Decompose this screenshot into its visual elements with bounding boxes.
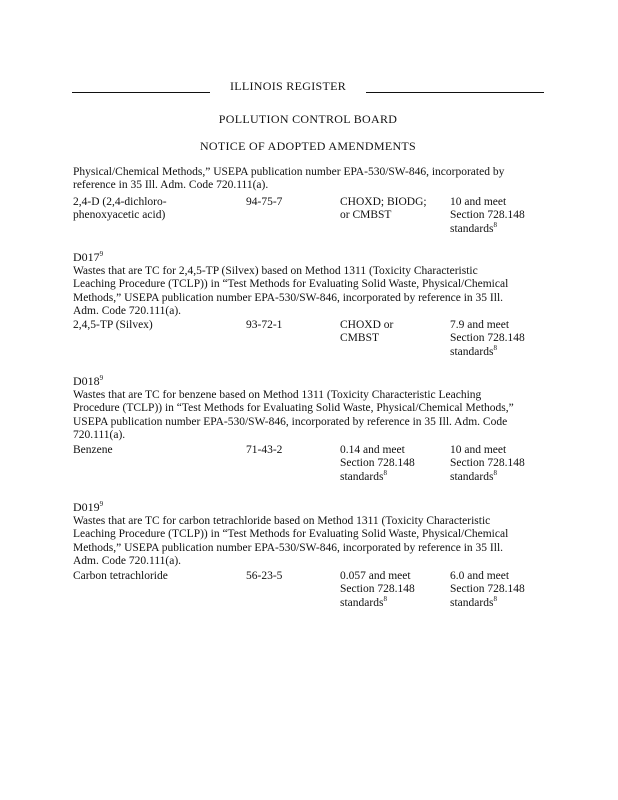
section-description: Wastes that are TC for benzene based on Method 1311 (Toxicity Characteristic Leaching Procedure (TCLP)) in “Test Methods for Evaluating Solid Waste, Physical/Chemical Methods,” USEPA publication number EPA-530/SW-846, incorporated by reference in 35 Ill. Adm. Code 720.111(a).: [73, 389, 514, 442]
footnote-marker: 9: [99, 250, 104, 258]
cas-cell: 56-23-5: [246, 570, 283, 582]
register-title: ILLINOIS REGISTER: [229, 79, 347, 93]
technology-cell: 0.14 and meet Section 728.148 standards$^8$: [340, 444, 415, 483]
header-rule-right: [366, 92, 544, 93]
constituent-cell: 2,4,5-TP (Silvex): [73, 319, 153, 331]
notice-title: NOTICE OF ADOPTED AMENDMENTS: [199, 139, 417, 153]
constituent-cell: 2,4-D (2,4-dichloro- phenoxyacetic acid): [73, 196, 167, 222]
cas-cell: 94-75-7: [246, 196, 283, 208]
waste-code-d019: $D019^9$: [73, 500, 104, 514]
footnote-marker: 9: [99, 500, 104, 508]
footnote-marker: 8: [493, 468, 497, 477]
cas-cell: 71-43-2: [246, 444, 283, 456]
standard-cell: 6.0 and meet Section 728.148 standards$^8$: [450, 570, 525, 609]
technology-cell: 0.057 and meet Section 728.148 standards$^8$: [340, 570, 415, 609]
standard-cell: 10 and meet Section 728.148 standards$^8$: [450, 196, 525, 235]
constituent-cell: Benzene: [73, 444, 113, 456]
footnote-marker: 8: [493, 343, 497, 352]
header-rule-left: [72, 92, 210, 93]
standard-cell: 10 and meet Section 728.148 standards$^8$: [450, 444, 525, 483]
constituent-cell: Carbon tetrachloride: [73, 570, 168, 582]
footnote-marker: 8: [493, 594, 497, 603]
technology-cell: CHOXD; BIODG; or CMBST: [340, 196, 427, 222]
footnote-marker: 8: [383, 594, 387, 603]
board-title: POLLUTION CONTROL BOARD: [218, 112, 398, 126]
section-description: Wastes that are TC for 2,4,5-TP (Silvex) based on Method 1311 (Toxicity Characteristic Leaching Procedure (TCLP)) in “Test Methods for Evaluating Solid Waste, Physical/Chemical Methods,” USEPA publication number EPA-530/SW-846, incorporated by reference in 35 Ill. Adm. Code 720.111(a).: [73, 265, 509, 318]
technology-cell: CHOXD or CMBST: [340, 319, 394, 345]
intro-line: reference in 35 Ill. Adm. Code 720.111(a).: [73, 179, 269, 192]
intro-paragraph: [73, 166, 543, 193]
cas-cell: 93-72-1: [246, 319, 283, 331]
waste-code-d018: $D018^9$: [73, 374, 104, 388]
waste-code-d017: $D017^9$: [73, 250, 104, 264]
section-description: Wastes that are TC for carbon tetrachloride based on Method 1311 (Toxicity Characteristic Leaching Procedure (TCLP)) in “Test Methods for Evaluating Solid Waste, Physical/Chemical Methods,” USEPA publication number EPA-530/SW-846, incorporated by reference in 35 Ill. Adm. Code 720.111(a).: [73, 515, 509, 568]
footnote-marker: 9: [99, 374, 104, 382]
intro-line: Physical/Chemical Methods,” USEPA publication number EPA-530/SW-846, incorporated by: [73, 166, 505, 178]
standard-cell: 7.9 and meet Section 728.148 standards$^8$: [450, 319, 525, 358]
footnote-marker: 8: [493, 220, 497, 229]
footnote-marker: 8: [383, 468, 387, 477]
